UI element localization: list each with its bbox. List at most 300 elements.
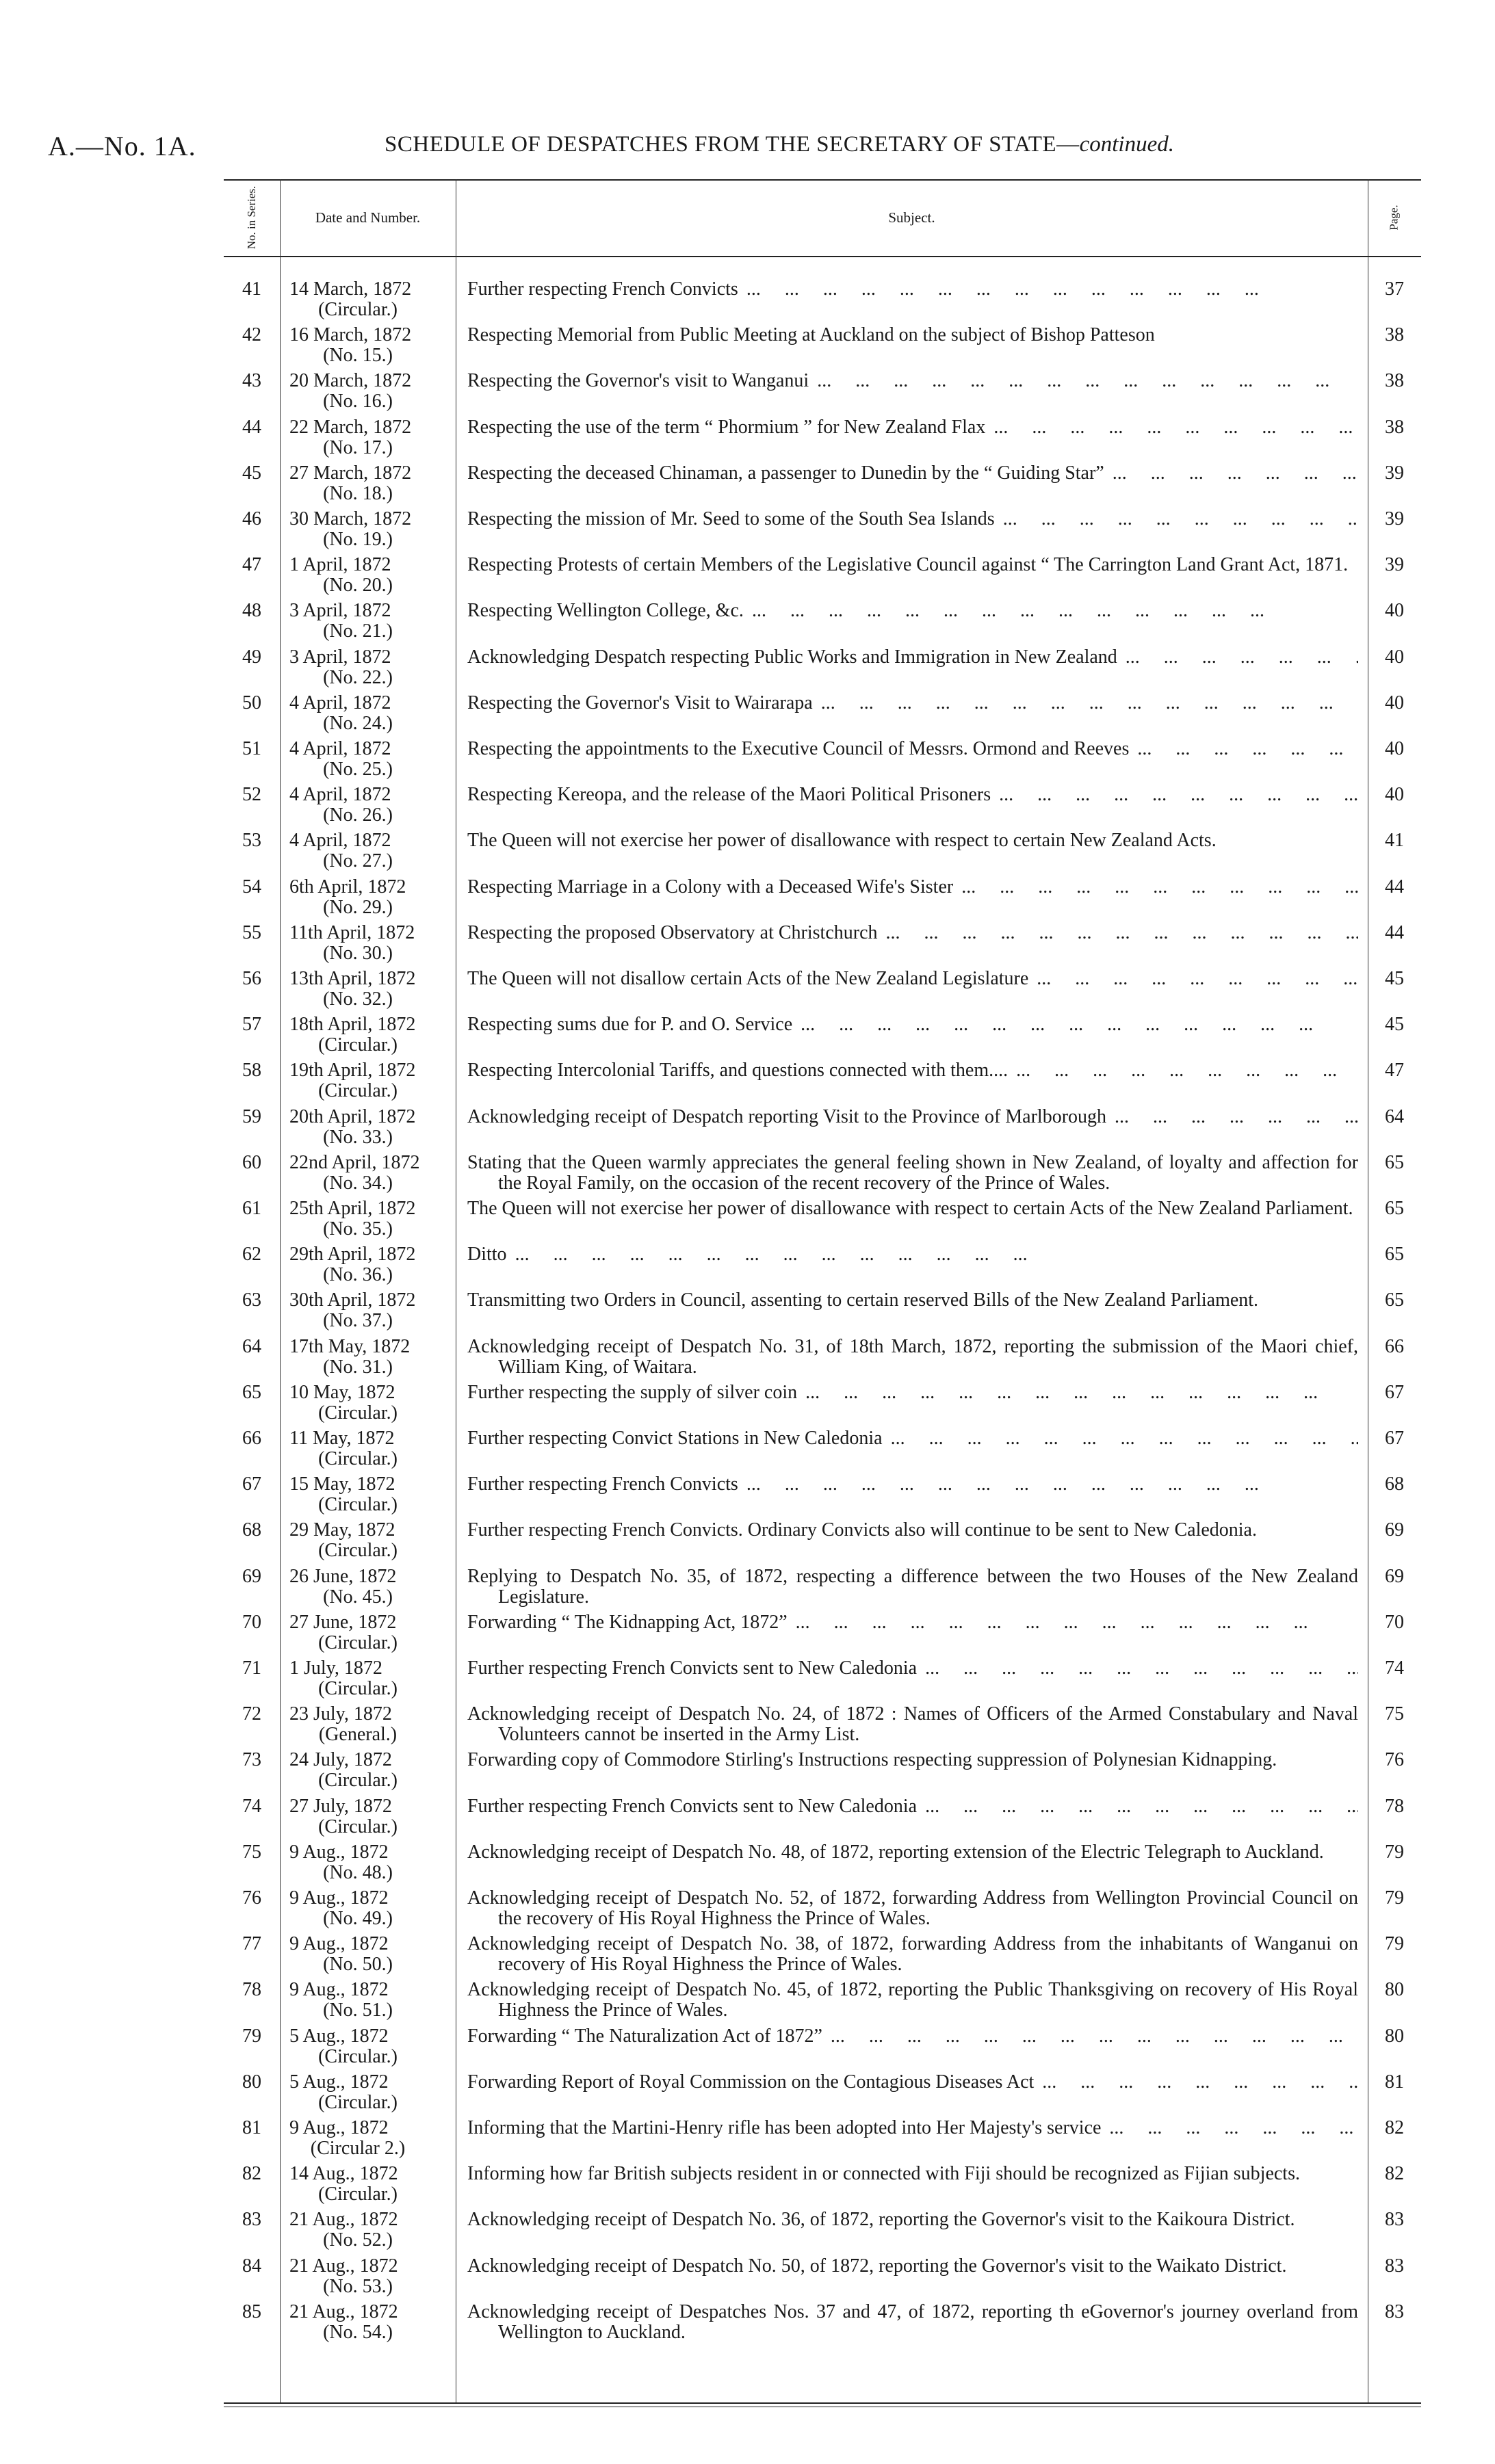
row-date-text: 21 Aug., 1872 — [289, 2301, 398, 2322]
row-date — [289, 1612, 454, 1653]
table-row — [224, 2118, 1421, 2163]
row-subject-text: The Queen will not disallow certain Acts of the New Zealand Legislature — [467, 968, 1029, 989]
row-despatch-ref: (No. 19.) — [323, 529, 393, 550]
row-subject-text: Acknowledging receipt of Despatch reporting Visit to the Province of Marlborough — [467, 1105, 1107, 1127]
row-despatch-ref: (No. 50.) — [323, 1954, 393, 1976]
row-date-text: 21 Aug., 1872 — [289, 2209, 398, 2231]
row-number: 55 — [242, 921, 261, 943]
row-despatch-ref: (No. 45.) — [323, 1586, 393, 1608]
row-number: 66 — [242, 1428, 261, 1449]
row-number: 67 — [242, 1473, 261, 1495]
row-date — [289, 785, 454, 826]
table-row — [224, 1980, 1421, 2025]
row-subject-text: Acknowledging receipt of Despatch No. 50, of 1872, reporting the Governor's visit to the Waikato District. — [467, 2255, 1287, 2277]
row-subject — [467, 1842, 1358, 1863]
row-date-text: 1 April, 1872 — [289, 554, 391, 576]
row-date-text: 4 April, 1872 — [289, 830, 391, 852]
row-subject — [467, 785, 1358, 805]
leader-dots — [985, 417, 1358, 438]
row-despatch-ref: (No. 21.) — [323, 620, 393, 642]
row-number: 81 — [242, 2117, 261, 2138]
row-despatch-ref: (Circular.) — [318, 1494, 398, 1516]
row-date-text: 3 April, 1872 — [289, 600, 391, 622]
row-subject-text: Respecting Marriage in a Colony with a Deceased Wife's Sister — [467, 876, 954, 897]
row-subject — [467, 2026, 1358, 2047]
header-rule — [224, 256, 1421, 257]
row-date-text: 4 April, 1872 — [289, 738, 391, 759]
row-number: 72 — [242, 1703, 261, 1725]
table-row — [224, 417, 1421, 462]
row-subject — [467, 1567, 1358, 1608]
row-page: 75 — [1385, 1703, 1404, 1725]
row-date — [289, 1290, 454, 1331]
row-date-text: 5 Aug., 1872 — [289, 2025, 389, 2047]
row-subject — [467, 1428, 1358, 1449]
table-row — [224, 1382, 1421, 1428]
row-subject-text: Respecting the use of the term “ Phormium ” for New Zealand Flax — [467, 416, 986, 438]
leader-dots — [738, 279, 1358, 300]
row-despatch-ref: (No. 51.) — [323, 2000, 393, 2021]
row-date — [289, 1014, 454, 1056]
table-row — [224, 830, 1421, 876]
row-subject — [467, 1107, 1358, 1127]
row-date-text: 4 April, 1872 — [289, 692, 391, 713]
row-number: 82 — [242, 2163, 261, 2185]
row-despatch-ref: (Circular.) — [318, 1540, 398, 1562]
row-page: 82 — [1385, 2163, 1404, 2185]
row-subject-text: Further respecting French Convicts — [467, 1473, 738, 1495]
table-row — [224, 1842, 1421, 1887]
row-date-text: 11 May, 1872 — [289, 1428, 395, 1449]
row-date — [289, 509, 454, 550]
row-date — [289, 923, 454, 964]
row-date-text: 27 March, 1872 — [289, 462, 412, 484]
table-row — [224, 1244, 1421, 1289]
table-row — [224, 371, 1421, 416]
row-date-text: 14 March, 1872 — [289, 278, 412, 300]
row-page: 45 — [1385, 968, 1404, 989]
row-despatch-ref: (No. 36.) — [323, 1264, 393, 1286]
table-row — [224, 463, 1421, 508]
row-page: 39 — [1385, 508, 1404, 529]
table-row — [224, 1107, 1421, 1152]
row-subject — [467, 739, 1358, 759]
row-subject-text: Forwarding “ The Kidnapping Act, 1872” — [467, 1611, 788, 1633]
row-subject-text: Respecting the appointments to the Executive Council of Messrs. Ormond and Reeves — [467, 738, 1130, 759]
row-page: 80 — [1385, 2025, 1404, 2047]
row-despatch-ref: (Circular.) — [318, 2184, 398, 2205]
row-subject-text: Respecting the mission of Mr. Seed to some of the South Sea Islands — [467, 508, 995, 529]
row-subject — [467, 1704, 1358, 1745]
row-number: 58 — [242, 1060, 261, 1082]
table-row — [224, 2164, 1421, 2209]
row-subject — [467, 463, 1358, 484]
column-header-page: Page. — [1387, 205, 1401, 231]
row-subject — [467, 969, 1358, 989]
row-subject-text: Stating that the Queen warmly appreciates the general feeling shown in New Zealand, of loyalty and affection for the Royal Family, on the occasion of the recent recovery of the Prince of Wales. — [467, 1151, 1358, 1194]
row-number: 41 — [242, 278, 261, 300]
row-despatch-ref: (No. 54.) — [323, 2321, 393, 2343]
row-page: 79 — [1385, 1887, 1404, 1909]
row-date-text: 9 Aug., 1872 — [289, 1979, 389, 2001]
row-number: 69 — [242, 1565, 261, 1587]
row-page: 41 — [1385, 830, 1404, 852]
table-row — [224, 1014, 1421, 1060]
row-page: 40 — [1385, 738, 1404, 759]
row-number: 68 — [242, 1519, 261, 1541]
row-date — [289, 2164, 454, 2205]
row-despatch-ref: (No. 34.) — [323, 1172, 393, 1194]
table-row — [224, 1520, 1421, 1565]
row-subject-text: Respecting Memorial from Public Meeting at Auckland on the subject of Bishop Patteson — [467, 324, 1155, 346]
row-subject — [467, 601, 1358, 621]
row-despatch-ref: (Circular.) — [318, 1448, 398, 1469]
row-number: 84 — [242, 2255, 261, 2277]
row-despatch-ref: (Circular.) — [318, 2045, 398, 2067]
row-date — [289, 1658, 454, 1699]
row-despatch-ref: (Circular.) — [318, 299, 398, 320]
row-date-text: 18th April, 1872 — [289, 1014, 416, 1036]
row-date — [289, 1567, 454, 1608]
row-date — [289, 693, 454, 734]
table-row — [224, 1428, 1421, 1473]
row-date — [289, 1428, 454, 1469]
row-despatch-ref: (No. 26.) — [323, 804, 393, 826]
row-page: 79 — [1385, 1933, 1404, 1955]
row-date-text: 6th April, 1872 — [289, 876, 406, 897]
row-page: 80 — [1385, 1979, 1404, 2001]
row-date — [289, 1153, 454, 1194]
column-header-subject: Subject. — [888, 209, 935, 226]
leader-dots — [1106, 1107, 1358, 1127]
row-date-text: 11th April, 1872 — [289, 921, 415, 943]
row-number: 48 — [242, 600, 261, 622]
row-subject-text: Acknowledging receipt of Despatch No. 38, of 1872, forwarding Address from the inhabitants of Wanganui on recovery of His Royal Highness the Prince of Wales. — [467, 1933, 1358, 1976]
table-row — [224, 1750, 1421, 1795]
table-row — [224, 969, 1421, 1014]
row-subject — [467, 830, 1358, 851]
row-subject — [467, 1750, 1358, 1770]
row-date — [289, 830, 454, 871]
leader-dots — [995, 509, 1358, 529]
table-row — [224, 693, 1421, 738]
row-subject — [467, 1198, 1358, 1219]
row-subject-text: Informing how far British subjects resident in or connected with Fiji should be recognized as Fijian subjects. — [467, 2163, 1300, 2185]
row-number: 83 — [242, 2209, 261, 2231]
table-row — [224, 555, 1421, 600]
table-row — [224, 2302, 1421, 2347]
row-date-text: 4 April, 1872 — [289, 784, 391, 806]
row-date — [289, 2118, 454, 2159]
leader-dots — [917, 1658, 1358, 1679]
table-row — [224, 2210, 1421, 2255]
table-row — [224, 2026, 1421, 2071]
row-date-text: 22 March, 1872 — [289, 416, 412, 438]
leader-dots — [738, 1474, 1358, 1495]
row-page: 38 — [1385, 416, 1404, 438]
row-page: 82 — [1385, 2117, 1404, 2138]
row-despatch-ref: (Circular.) — [318, 1770, 398, 1792]
page-title: SCHEDULE OF DESPATCHES FROM THE SECRETARY OF STATE—continued. — [385, 132, 1174, 157]
row-subject-text: Respecting Kereopa, and the release of the Maori Political Prisoners — [467, 784, 991, 806]
row-subject — [467, 417, 1358, 438]
leader-dots — [1101, 2118, 1358, 2138]
row-date — [289, 417, 454, 458]
row-subject-text: Further respecting French Convicts — [467, 278, 738, 300]
table-row — [224, 1337, 1421, 1382]
row-despatch-ref: (Circular.) — [318, 1631, 398, 1653]
leader-dots — [1008, 1060, 1358, 1081]
row-date — [289, 1842, 454, 1883]
table-row — [224, 1796, 1421, 1842]
row-despatch-ref: (No. 30.) — [323, 942, 393, 964]
row-subject — [467, 371, 1358, 391]
row-number: 45 — [242, 462, 261, 484]
row-date-text: 25th April, 1872 — [289, 1198, 416, 1219]
row-number: 57 — [242, 1014, 261, 1036]
row-number: 85 — [242, 2301, 261, 2322]
page-identifier: A.—No. 1A. — [48, 131, 196, 161]
row-subject — [467, 1014, 1358, 1035]
row-date-text: 9 Aug., 1872 — [289, 2117, 389, 2138]
row-subject-text: Forwarding Report of Royal Commission on the Contagious Diseases Act — [467, 2071, 1035, 2093]
row-page: 65 — [1385, 1244, 1404, 1266]
row-date — [289, 1934, 454, 1975]
row-subject-text: Respecting sums due for P. and O. Service — [467, 1014, 793, 1036]
table-row — [224, 1934, 1421, 1979]
table-row — [224, 1290, 1421, 1335]
table-row — [224, 1060, 1421, 1105]
row-subject — [467, 2210, 1358, 2230]
row-number: 61 — [242, 1198, 261, 1219]
row-subject-text: Further respecting French Convicts sent to New Caledonia — [467, 1657, 918, 1679]
row-number: 71 — [242, 1657, 261, 1679]
row-number: 80 — [242, 2071, 261, 2093]
row-page: 65 — [1385, 1289, 1404, 1311]
row-date — [289, 1520, 454, 1561]
row-subject — [467, 1658, 1358, 1679]
row-page: 69 — [1385, 1519, 1404, 1541]
row-date-text: 16 March, 1872 — [289, 324, 412, 346]
row-subject-text: Respecting Intercolonial Tariffs, and questions connected with them.... — [467, 1060, 1009, 1082]
row-subject — [467, 923, 1358, 943]
row-number: 52 — [242, 784, 261, 806]
row-subject-text: Acknowledging receipt of Despatch No. 45, of 1872, reporting the Public Thanksgiving on recovery of His Royal Highness the Prince of Wales. — [467, 1979, 1358, 2021]
row-date-text: 5 Aug., 1872 — [289, 2071, 389, 2093]
row-subject-text: Further respecting French Convicts sent to New Caledonia — [467, 1795, 918, 1817]
row-despatch-ref: (No. 24.) — [323, 712, 393, 734]
row-subject — [467, 325, 1358, 345]
leader-dots — [1104, 463, 1358, 484]
row-page: 40 — [1385, 600, 1404, 622]
row-number: 78 — [242, 1979, 261, 2001]
row-subject-text: Ditto — [467, 1244, 507, 1266]
row-date — [289, 463, 454, 504]
row-subject-text: The Queen will not exercise her power of disallowance with respect to certain Acts of the New Zealand Parliament. — [467, 1198, 1353, 1219]
row-date-text: 9 Aug., 1872 — [289, 1841, 389, 1863]
row-date — [289, 1107, 454, 1148]
row-date — [289, 1244, 454, 1285]
row-subject — [467, 1382, 1358, 1403]
row-subject-text: Acknowledging receipt of Despatch No. 31, of 18th March, 1872, reporting the submission of the Maori chief, William King, of Waitara. — [467, 1335, 1358, 1378]
table-row — [224, 647, 1421, 692]
row-page: 44 — [1385, 921, 1404, 943]
row-despatch-ref: (No. 15.) — [323, 345, 393, 367]
row-subject — [467, 1934, 1358, 1975]
row-page: 81 — [1385, 2071, 1404, 2093]
row-despatch-ref: (Circular.) — [318, 1678, 398, 1699]
row-subject — [467, 1612, 1358, 1633]
row-despatch-ref: (No. 32.) — [323, 988, 393, 1010]
row-page: 66 — [1385, 1335, 1404, 1357]
table-row — [224, 1153, 1421, 1198]
row-number: 60 — [242, 1151, 261, 1173]
table-row — [224, 1888, 1421, 1933]
row-number: 46 — [242, 508, 261, 529]
row-subject-text: Replying to Despatch No. 35, of 1872, respecting a difference between the two Houses of the New Zealand Legislature. — [467, 1565, 1358, 1608]
row-subject-text: Respecting Wellington College, &c. — [467, 600, 744, 622]
row-page: 67 — [1385, 1428, 1404, 1449]
leader-dots — [1117, 647, 1358, 668]
row-subject — [467, 693, 1358, 713]
table-row — [224, 601, 1421, 646]
row-date — [289, 1382, 454, 1424]
row-number: 65 — [242, 1381, 261, 1403]
row-subject-text: Acknowledging receipt of Despatch No. 52, of 1872, forwarding Address from Wellington Provincial Council on the recovery of His Royal Highness the Prince of Wales. — [467, 1887, 1358, 1929]
row-despatch-ref: (No. 16.) — [323, 391, 393, 412]
row-number: 63 — [242, 1289, 261, 1311]
row-page: 83 — [1385, 2301, 1404, 2322]
leader-dots — [792, 1014, 1358, 1035]
row-date — [289, 325, 454, 366]
leader-dots — [1129, 739, 1358, 759]
row-subject-text: Respecting the proposed Observatory at Christchurch — [467, 921, 878, 943]
row-page: 40 — [1385, 646, 1404, 668]
table-row — [224, 2072, 1421, 2117]
row-date — [289, 2072, 454, 2113]
row-number: 64 — [242, 1335, 261, 1357]
leader-dots — [744, 601, 1358, 621]
row-date — [289, 1474, 454, 1515]
row-despatch-ref: (General.) — [318, 1724, 398, 1746]
table-row — [224, 1198, 1421, 1244]
row-subject-text: Further respecting French Convicts. Ordinary Convicts also will continue to be sent to New Caledonia. — [467, 1519, 1257, 1541]
row-date — [289, 2256, 454, 2297]
row-despatch-ref: (Circular.) — [318, 1816, 398, 1837]
row-number: 59 — [242, 1105, 261, 1127]
row-despatch-ref: (No. 37.) — [323, 1310, 393, 1332]
table-row — [224, 1474, 1421, 1519]
row-subject — [467, 1337, 1358, 1378]
table-row — [224, 923, 1421, 968]
row-subject — [467, 647, 1358, 668]
leader-dots — [788, 1612, 1358, 1633]
leader-dots — [883, 1428, 1358, 1449]
row-page: 83 — [1385, 2209, 1404, 2231]
row-page: 47 — [1385, 1060, 1404, 1082]
row-subject-text: Forwarding “ The Naturalization Act of 1872” — [467, 2025, 822, 2047]
table-row — [224, 325, 1421, 370]
table-row — [224, 1658, 1421, 1703]
table-row — [224, 1567, 1421, 1612]
row-number: 44 — [242, 416, 261, 438]
row-number: 51 — [242, 738, 261, 759]
leader-dots — [813, 693, 1358, 713]
row-date-text: 17th May, 1872 — [289, 1335, 411, 1357]
row-number: 49 — [242, 646, 261, 668]
table-row — [224, 2256, 1421, 2301]
row-page: 65 — [1385, 1198, 1404, 1219]
row-page: 69 — [1385, 1565, 1404, 1587]
row-subject — [467, 1520, 1358, 1541]
row-number: 77 — [242, 1933, 261, 1955]
row-subject-text: Further respecting the supply of silver coin — [467, 1381, 798, 1403]
row-despatch-ref: (No. 29.) — [323, 896, 393, 918]
row-despatch-ref: (No. 25.) — [323, 759, 393, 780]
row-page: 76 — [1385, 1749, 1404, 1771]
row-date-text: 9 Aug., 1872 — [289, 1933, 389, 1955]
row-date — [289, 1337, 454, 1378]
row-date-text: 21 Aug., 1872 — [289, 2255, 398, 2277]
row-page: 74 — [1385, 1657, 1404, 1679]
row-page: 37 — [1385, 278, 1404, 300]
row-despatch-ref: (Circular.) — [318, 1402, 398, 1424]
row-date-text: 27 July, 1872 — [289, 1795, 392, 1817]
row-date-text: 1 July, 1872 — [289, 1657, 382, 1679]
row-subject — [467, 1888, 1358, 1929]
row-date — [289, 1796, 454, 1837]
despatch-table — [224, 179, 1421, 2408]
row-date-text: 23 July, 1872 — [289, 1703, 392, 1725]
row-date — [289, 555, 454, 596]
row-date-text: 3 April, 1872 — [289, 646, 391, 668]
row-number: 42 — [242, 324, 261, 346]
row-page: 83 — [1385, 2255, 1404, 2277]
row-date-text: 27 June, 1872 — [289, 1611, 397, 1633]
row-subject-text: Further respecting Convict Stations in New Caledonia — [467, 1428, 883, 1449]
row-date-text: 20 March, 1872 — [289, 370, 412, 392]
leader-dots — [1034, 2072, 1358, 2093]
row-subject — [467, 555, 1358, 575]
row-despatch-ref: (No. 48.) — [323, 1861, 393, 1883]
row-page: 68 — [1385, 1473, 1404, 1495]
row-despatch-ref: (No. 49.) — [323, 1908, 393, 1929]
row-subject — [467, 2118, 1358, 2138]
table-row — [224, 1612, 1421, 1657]
table-row — [224, 739, 1421, 784]
row-page: 38 — [1385, 370, 1404, 392]
row-despatch-ref: (Circular.) — [318, 1034, 398, 1056]
row-subject — [467, 1244, 1358, 1265]
row-number: 79 — [242, 2025, 261, 2047]
row-despatch-ref: (No. 53.) — [323, 2275, 393, 2297]
row-number: 76 — [242, 1887, 261, 1909]
row-date — [289, 2026, 454, 2067]
row-date-text: 10 May, 1872 — [289, 1381, 395, 1403]
row-date — [289, 1704, 454, 1745]
row-subject — [467, 1290, 1358, 1311]
row-date — [289, 969, 454, 1010]
leader-dots — [1028, 969, 1358, 989]
row-despatch-ref: (Circular.) — [318, 2091, 398, 2113]
row-subject-text: Respecting the Governor's visit to Wanganui — [467, 370, 809, 392]
row-despatch-ref: (No. 22.) — [323, 666, 393, 688]
row-subject — [467, 2164, 1358, 2184]
row-date — [289, 1888, 454, 1929]
row-page: 79 — [1385, 1841, 1404, 1863]
row-subject-text: Acknowledging Despatch respecting Public Works and Immigration in New Zealand — [467, 646, 1117, 668]
row-number: 73 — [242, 1749, 261, 1771]
